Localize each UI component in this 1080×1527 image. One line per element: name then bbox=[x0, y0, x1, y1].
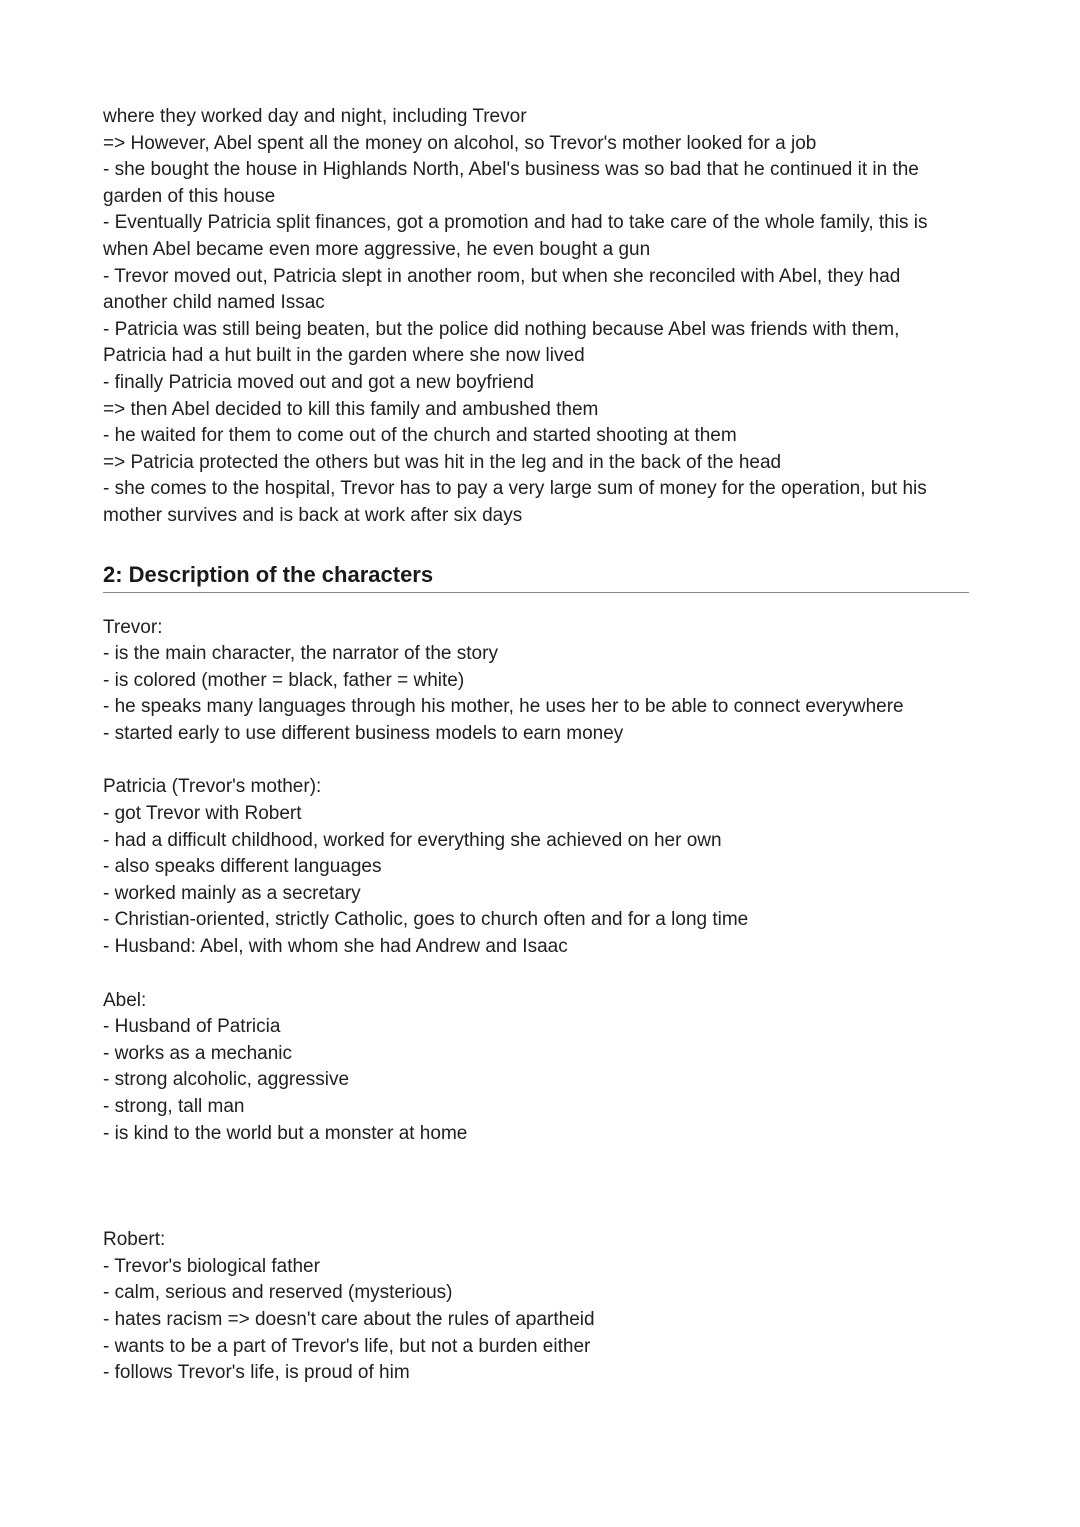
document-page bbox=[103, 104, 973, 1387]
character-trevor bbox=[103, 615, 973, 748]
text-line: => However, Abel spent all the money on alcohol, so Trevor's mother looked for a job bbox=[103, 132, 817, 154]
character-trait: - he speaks many languages through his mother, he uses her to be able to connect everywhere bbox=[103, 696, 904, 718]
character-trait: - Husband: Abel, with whom she had Andrew and Isaac bbox=[103, 936, 568, 958]
character-trait: - worked mainly as a secretary bbox=[103, 882, 361, 904]
character-patricia bbox=[103, 774, 973, 960]
text-line: - Trevor moved out, Patricia slept in another room, but when she reconciled with Abel, they had bbox=[103, 265, 901, 287]
text-line: - she bought the house in Highlands North, Abel's business was so bad that he continued it in the bbox=[103, 159, 919, 181]
character-robert bbox=[103, 1227, 973, 1387]
text-line: - finally Patricia moved out and got a new boyfriend bbox=[103, 371, 534, 393]
character-trait: - works as a mechanic bbox=[103, 1042, 293, 1064]
character-trait: - wants to be a part of Trevor's life, but not a burden either bbox=[103, 1335, 591, 1357]
character-name: Trevor: bbox=[103, 616, 163, 638]
character-name: Patricia (Trevor's mother): bbox=[103, 776, 322, 798]
text-line: garden of this house bbox=[103, 185, 276, 207]
character-trait: - follows Trevor's life, is proud of him bbox=[103, 1362, 410, 1384]
text-line: where they worked day and night, including Trevor bbox=[103, 106, 527, 127]
text-line: - she comes to the hospital, Trevor has to pay a very large sum of money for the operation, but his bbox=[103, 478, 927, 500]
character-trait: - calm, serious and reserved (mysterious) bbox=[103, 1282, 453, 1304]
character-trait: - is colored (mother = black, father = white) bbox=[103, 669, 465, 691]
character-trait: - hates racism => doesn't care about the rules of apartheid bbox=[103, 1308, 595, 1330]
character-trait: - had a difficult childhood, worked for everything she achieved on her own bbox=[103, 829, 722, 851]
character-trait: - Husband of Patricia bbox=[103, 1016, 281, 1038]
intro-paragraph bbox=[103, 104, 973, 530]
character-name: Abel: bbox=[103, 989, 147, 1011]
character-trait: - also speaks different languages bbox=[103, 856, 382, 878]
text-line: - Eventually Patricia split finances, got a promotion and had to take care of the whole family, this is bbox=[103, 212, 928, 234]
section-heading-block bbox=[103, 560, 969, 593]
text-line: - Patricia was still being beaten, but the police did nothing because Abel was friends with them, bbox=[103, 318, 900, 340]
text-line: mother survives and is back at work after six days bbox=[103, 504, 523, 526]
character-trait: - got Trevor with Robert bbox=[103, 803, 302, 825]
character-trait: - Trevor's biological father bbox=[103, 1255, 320, 1277]
character-trait: - is kind to the world but a monster at home bbox=[103, 1122, 468, 1144]
text-line: Patricia had a hut built in the garden where she now lived bbox=[103, 345, 585, 367]
character-name: Robert: bbox=[103, 1229, 166, 1251]
text-line: => then Abel decided to kill this family and ambushed them bbox=[103, 398, 599, 420]
text-line: when Abel became even more aggressive, he even bought a gun bbox=[103, 238, 651, 260]
character-trait: - is the main character, the narrator of the story bbox=[103, 643, 498, 665]
text-line: - he waited for them to come out of the church and started shooting at them bbox=[103, 425, 737, 447]
character-trait: - strong alcoholic, aggressive bbox=[103, 1069, 350, 1091]
character-trait: - Christian-oriented, strictly Catholic, goes to church often and for a long time bbox=[103, 909, 749, 931]
character-trait: - strong, tall man bbox=[103, 1096, 245, 1117]
character-abel bbox=[103, 988, 973, 1148]
text-line: another child named Issac bbox=[103, 292, 325, 314]
section-heading: 2: Description of the characters bbox=[103, 561, 434, 587]
character-trait: - started early to use different business models to earn money bbox=[103, 722, 624, 744]
text-line: => Patricia protected the others but was hit in the leg and in the back of the head bbox=[103, 451, 782, 473]
